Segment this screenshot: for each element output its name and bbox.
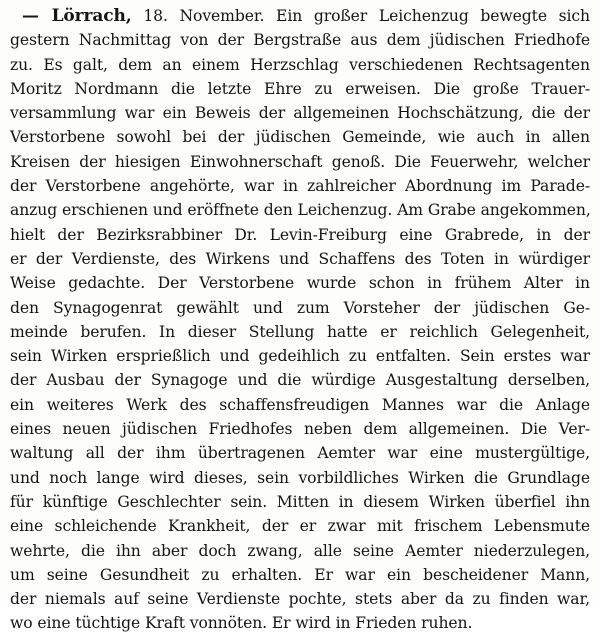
article-line: wo eine tüchtige Kraft vonnöten. Er wird in Frieden ruhen. xyxy=(10,614,473,633)
article-line: versammlung war ein Beweis der allgemeinen Hochschätzung, die der xyxy=(10,104,590,123)
article-line: für künftige Geschlechter sein. Mitten in diesem Wirken überfiel ihn xyxy=(10,492,590,511)
article-line: er der Verdienste, des Wirkens und Schaffens des Toten in würdiger xyxy=(10,249,590,268)
article-line: Weise gedachte. Der Verstorbene wurde schon in frühem Alter in xyxy=(10,274,590,293)
article-line: Kreisen der hiesigen Einwohnerschaft genoß. Die Feuerwehr, welcher xyxy=(10,152,590,171)
article-line: eine schleichende Krankheit, der er zwar mit frischem Lebensmute xyxy=(10,517,590,536)
article-line: gestern Nachmittag von der Bergstraße aus dem jüdischen Friedhofe xyxy=(10,31,590,50)
article-line: den Synagogenrat gewählt und zum Vorsteher der jüdischen Ge- xyxy=(10,298,590,317)
article-line-1-text: Ein großer Leichenzug bewegte sich xyxy=(276,7,590,25)
article-text xyxy=(10,4,590,636)
article-line-1 xyxy=(10,4,590,28)
article-line: hielt der Bezirksrabbiner Dr. Levin-Freiburg eine Grabrede, in der xyxy=(10,225,590,244)
article-line: der Ausbau der Synagoge und die würdige Ausgestaltung derselben, xyxy=(10,371,590,390)
article-line: um seine Gesundheit zu erhalten. Er war ein bescheidener Mann, xyxy=(10,565,590,584)
article-line: ein weiteres Werk des schaffensfreudigen Mannes war die Anlage xyxy=(10,395,590,414)
dateline-dash: — xyxy=(22,6,39,26)
article-line: Verstorbene sowohl bei der jüdischen Gemeinde, wie auch in allen xyxy=(10,128,590,147)
dateline-date: 18. November. xyxy=(143,7,265,25)
article-line: Moritz Nordmann die letzte Ehre zu erweisen. Die große Trauer- xyxy=(10,79,590,98)
article-line: wehrte, die ihn aber doch zwang, alle seine Aemter niederzulegen, xyxy=(10,541,590,560)
article-line: meinde berufen. In dieser Stellung hatte er reichlich Gelegenheit, xyxy=(10,322,590,341)
article-line: und noch lange wird dieses, sein vorbildliches Wirken die Grundlage xyxy=(10,468,590,487)
article-line: zu. Es galt, dem an einem Herzschlag verschiedenen Rechtsagenten xyxy=(10,55,590,74)
article-line: der niemals auf seine Verdienste pochte, stets aber da zu finden war, xyxy=(10,590,590,609)
article-line: waltung all der ihm übertragenen Aemter war eine mustergültige, xyxy=(10,444,590,463)
dateline-place: Lörrach, xyxy=(51,6,132,26)
article-line: sein Wirken ersprießlich und gedeihlich zu entfalten. Sein erstes war xyxy=(10,347,590,366)
article-line: eines neuen jüdischen Friedhofes neben dem allgemeinen. Die Ver- xyxy=(10,420,590,439)
article-line: anzug erschienen und eröffnete den Leichenzug. Am Grabe angekommen, xyxy=(10,201,591,220)
article-line: der Verstorbene angehörte, war in zahlreicher Abordnung im Parade- xyxy=(10,177,590,196)
dateline xyxy=(22,6,132,26)
